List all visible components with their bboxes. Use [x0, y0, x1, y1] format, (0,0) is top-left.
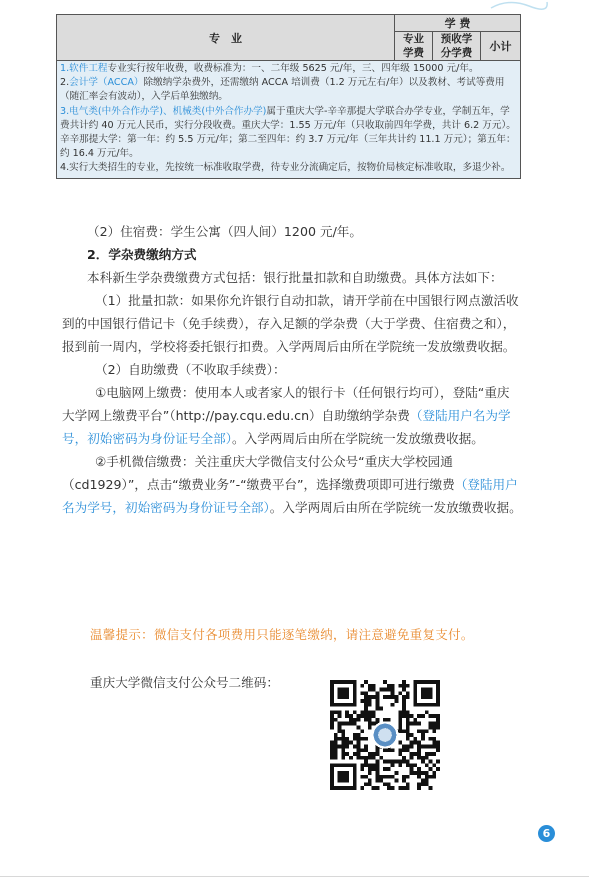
prepaid-col: 预收学 分学费	[433, 32, 481, 61]
major-fee-col: 专业 学费	[395, 32, 433, 61]
section-heading: 2．学杂费缴纳方式	[87, 247, 197, 262]
note-3: 3.电气类(中外合作办学)、机械类(中外合作办学)属于重庆大学-辛辛那提大学联合办学专业，学制五年，学费共计约 40 万元人民币，实行分段收费。重庆大学：1.55 万元/年（只收取前四年学费，共计 6.2 万元）。辛辛那提大学：第一年：约 5.5 万元/年；第二至四年：约 3.7 万元/年（三年共计约 11.1 万元）；第五年：约 16.4 万元/年。	[60, 105, 516, 160]
decorative-swirl	[489, 0, 549, 10]
intro-paragraph: 本科新生学杂费缴费方式包括：银行批量扣款和自助缴费。具体方法如下：	[87, 270, 503, 285]
wechat-pay-paragraph: ②手机微信缴费：关注重庆大学微信支付公众号“重庆大学校园通（cd1929）”，点击“缴费业务”-“缴费平台”，选择缴费项即可进行缴费（登陆用户名为学号，初始密码为身份证号全部）。入学两周后由所在学院统一发放缴费收据。	[62, 454, 522, 515]
page-number: 6	[538, 825, 555, 842]
bottom-rule	[0, 876, 589, 877]
note-2: 2.会计学（ACCA）除缴纳学杂费外，还需缴纳 ACCA 培训费（1.2 万元左右/年）以及教材、考试等费用（随汇率会有波动），入学后单独缴纳。	[60, 77, 505, 103]
note-4: 4.实行大类招生的专业，先按统一标准收取学费，待专业分流确定后，按物价局核定标准收取，多退少补。	[60, 162, 511, 174]
batch-paragraph: （1）批量扣款：如果你允许银行自动扣款，请开学前在中国银行网点激活收到的中国银行借记卡（免手续费），存入足额的学杂费（大于学费、住宿费之和），报到前一周内，学校将委托银行扣费。入学两周后由所在学院统一发放缴费收据。	[62, 293, 519, 354]
self-pay-heading: （2）自助缴费（不收取手续费）：	[95, 362, 286, 377]
major-header: 专 业	[57, 15, 395, 61]
note-1: 1.软件工程专业实行按年收费，收费标准为：一、二年级 5625 元/年，三、四年级 15000 元/年。	[60, 63, 479, 74]
fee-notes	[57, 61, 521, 179]
fee-header: 学 费	[395, 15, 521, 32]
body-text	[62, 220, 522, 519]
fee-table	[56, 14, 521, 179]
dorm-fee-paragraph: （2）住宿费：学生公寓（四人间）1200 元/年。	[87, 224, 362, 239]
qr-label: 重庆大学微信支付公众号二维码：	[90, 675, 279, 690]
subtotal-col: 小计	[481, 32, 521, 61]
pc-pay-paragraph: ①电脑网上缴费：使用本人或者家人的银行卡（任何银行均可），登陆“重庆大学网上缴费平台”（http://pay.cqu.edu.cn）自助缴纳学杂费（登陆用户名为学号，初始密码为身份证号全部）。入学两周后由所在学院统一发放缴费收据。	[62, 385, 511, 446]
qr-code-image	[330, 680, 440, 790]
warm-tip: 温馨提示：微信支付各项费用只能逐笔缴纳，请注意避免重复支付。	[90, 627, 474, 642]
